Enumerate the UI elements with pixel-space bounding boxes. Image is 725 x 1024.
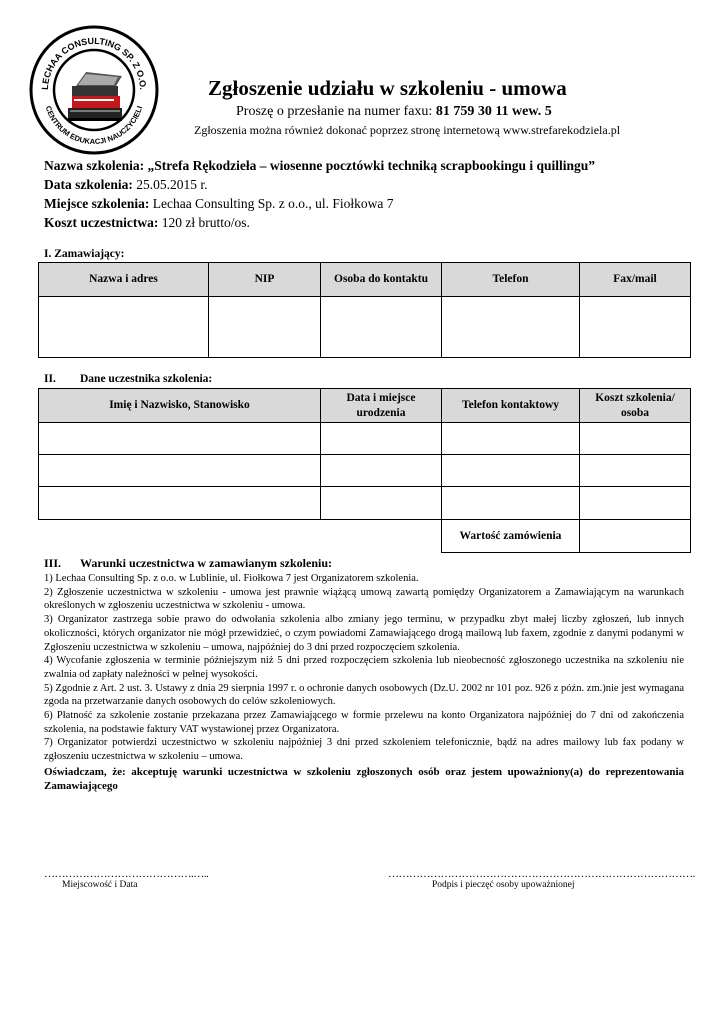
place-date-line[interactable]: …………………………………….….. [44,868,209,880]
participants-col-phone: Telefon kontaktowy [442,389,580,423]
participant-row [39,423,691,455]
participants-col-cost: Koszt szkolenia/ osoba [580,389,691,423]
section-1-heading: I. Zamawiający: [44,248,125,260]
condition-item: 5) Zgodnie z Art. 2 ust. 3. Ustawy z dnia 29 sierpnia 1997 r. o ochronie danych osobowych (Dz.U. 2002 nr 101 poz. 926 z późn. zm.)nie jest wymagana zgoda na przetwarzanie danych osobowych do celów szkoleniowych. [44,682,684,708]
participant-birth-field[interactable] [321,487,442,520]
participant-cost-field[interactable] [580,455,691,487]
section-2-heading: Dane uczestnika szkolenia: [80,373,213,385]
signature-caption: Podpis i pieczęć osoby upoważnionej [432,880,575,890]
conditions-list [44,572,684,764]
orderer-input-row [39,297,691,358]
participant-row [39,487,691,520]
orderer-contact-person-field[interactable] [321,297,442,358]
participants-col-birth: Data i miejsce urodzenia [321,389,442,423]
participant-name-field[interactable] [39,487,321,520]
logo-ring-text-top: LECHAA CONSULTING SP. Z O.O. [39,35,149,91]
books-icon [68,72,122,121]
fax-prefix: Proszę o przesłanie na numer faxu: [236,104,436,119]
orderer-nip-field[interactable] [209,297,321,358]
fax-number: 81 759 30 11 wew. 5 [435,104,552,119]
section-3-heading: Warunki uczestnictwa w zamawianym szkoleniu: [80,556,332,570]
training-date-label: Data szkolenia: [44,177,133,192]
orderer-table [38,262,691,358]
fax-instruction [236,104,552,120]
declaration: Oświadczam, że: akceptuję warunki uczestnictwa w szkoleniu zgłoszonych osób oraz jestem upoważniony(a) do reprezentowania Zamawiającego [44,766,684,792]
training-place-label: Miejsce szkolenia: [44,196,150,211]
training-date-value: 25.05.2015 r. [136,177,208,192]
orderer-col-contact-person: Osoba do kontaktu [321,263,442,297]
participant-row [39,455,691,487]
logo-ring-text-bottom: CENTRUM EDUKACJI NAUCZYCIELI [43,104,145,147]
orderer-col-fax-mail: Fax/mail [580,263,691,297]
condition-item: 3) Organizator zastrzega sobie prawo do odwołania szkolenia albo zmiany jego terminu, w przypadku zbyt małej liczby zgłoszeń, lub innych okoliczności, których organizator nie mógł przewidzieć, o czym powiadomi Zamawiającego drogą mailową lub faxem, zgodnie z danymi podanymi w Zgłoszeniu uczestnictwa w szkoleniu – umowa, najpóźniej do 3 dni przed rozpoczęciem szkolenia. [44,614,684,653]
condition-item: 1) Lechaa Consulting Sp. z o.o. w Lublinie, ul. Fiołkowa 7 jest Organizatorem szkolenia. [44,573,419,584]
section-2-number: II. [44,373,56,385]
training-place-value: Lechaa Consulting Sp. z o.o., ul. Fiołkowa 7 [152,196,394,211]
training-name-label: Nazwa szkolenia: [44,158,145,173]
orderer-name-address-field[interactable] [39,297,209,358]
participant-birth-field[interactable] [321,455,442,487]
participant-phone-field[interactable] [442,455,580,487]
participant-birth-field[interactable] [321,423,442,455]
company-logo [28,24,160,156]
participant-phone-field[interactable] [442,487,580,520]
order-value-field[interactable] [580,520,691,553]
total-spacer [39,520,442,553]
section-3-number: III. [44,556,62,570]
training-name-value: „Strefa Rękodzieła – wiosenne pocztówki techniką scrapbookingu i quillingu” [147,158,596,173]
alternative-submission-note: Zgłoszenia można również dokonać poprzez stronę internetową www.strefarekodziela.pl [194,123,621,137]
participant-name-field[interactable] [39,423,321,455]
training-cost-label: Koszt uczestnictwa: [44,215,159,230]
orderer-col-phone: Telefon [442,263,580,297]
training-cost-value: 120 zł brutto/os. [161,215,250,230]
participant-cost-field[interactable] [580,487,691,520]
training-info [44,156,595,232]
document-title: Zgłoszenie udziału w szkoleniu - umowa [208,76,567,100]
participant-cost-field[interactable] [580,423,691,455]
participant-name-field[interactable] [39,455,321,487]
participant-phone-field[interactable] [442,423,580,455]
orderer-col-nip: NIP [209,263,321,297]
orderer-phone-field[interactable] [442,297,580,358]
participants-table [38,388,691,553]
condition-item: 2) Zgłoszenie uczestnictwa w szkoleniu - umowa jest prawnie wiążącą umową zawartą pomiędzy Organizatorem a Zamawiającym na warunkach określonych w zgłoszeniu uczestnictwa w szkoleniu - umowa. [44,586,684,612]
condition-item: 6) Płatność za szkolenie zostanie przekazana przez Zamawiającego w formie przelewu na konto Organizatora najpóźniej do 7 dni od zakończenia szkolenia, na podstawie faktury VAT wystawionej przez Organizatora. [44,710,684,735]
place-date-caption: Miejscowość i Data [62,880,138,890]
signature-line[interactable]: ……………………………………………………………………………. [388,868,695,880]
order-value-label: Wartość zamówienia [442,520,580,553]
participants-col-name-position: Imię i Nazwisko, Stanowisko [39,389,321,423]
condition-item: 4) Wycofanie zgłoszenia w terminie późniejszym niż 5 dni przed rozpoczęciem szkolenia lub nieobecność zgłoszonego uczestnika na szkoleniu nie zwalnia od zapłaty należności w pełnej wysokości. [44,655,684,680]
orderer-fax-mail-field[interactable] [580,297,691,358]
orderer-col-name-address: Nazwa i adres [39,263,209,297]
condition-item: 7) Organizator potwierdzi uczestnictwo w szkoleniu najpóźniej 3 dni przed szkoleniem telefonicznie, bądź na adres mailowy lub fax podany w zgłoszeniu uczestnictwa w szkoleniu – umowa. [44,737,684,763]
